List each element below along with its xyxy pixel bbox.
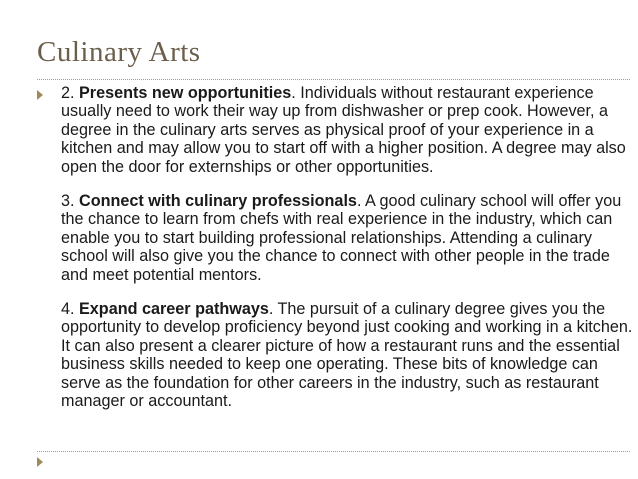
bullet-arrow-icon <box>37 457 43 467</box>
slide-title: Culinary Arts <box>37 36 201 68</box>
paragraph-heading: Connect with culinary professionals <box>79 192 357 211</box>
paragraph-body: . The pursuit of a culinary degree gives you the opportunity to develop proficiency beyond just cooking and working in a kitchen. It can also present a clearer picture of how a restaurant runs and the essential business skills needed to keep one operating. These bits of knowledge can serve as the foundation for other careers in the industry, such as restaurant manager or accountant. <box>61 300 633 411</box>
paragraph-body: . Individuals without restaurant experience usually need to work their way up from dishwasher or prep cook. However, a degree in the culinary arts serves as physical proof of your experience in a kitchen and may allow you to start off with a higher position. A degree may also open the door for externships or other opportunities. <box>61 84 626 176</box>
paragraph-number: 2. <box>61 84 79 102</box>
paragraph-heading: Expand career pathways <box>79 300 269 319</box>
paragraph-number: 4. <box>61 300 79 319</box>
paragraph-body: . A good culinary school will offer you the chance to learn from chefs with real experience in the industry, which can enable you to start building professional relationships. Attending a culinary school will also give you the chance to connect with other people in the trade and meet potential mentors. <box>61 192 622 284</box>
paragraph-career <box>61 300 633 410</box>
paragraph-number: 3. <box>61 192 79 211</box>
title-divider <box>37 79 630 80</box>
slide-body <box>61 84 633 427</box>
paragraph-heading: Presents new opportunities <box>79 84 292 102</box>
bullet-arrow-icon <box>37 90 43 100</box>
bottom-divider <box>37 451 630 452</box>
paragraph-opportunities <box>61 84 633 176</box>
paragraph-connect <box>61 192 633 284</box>
